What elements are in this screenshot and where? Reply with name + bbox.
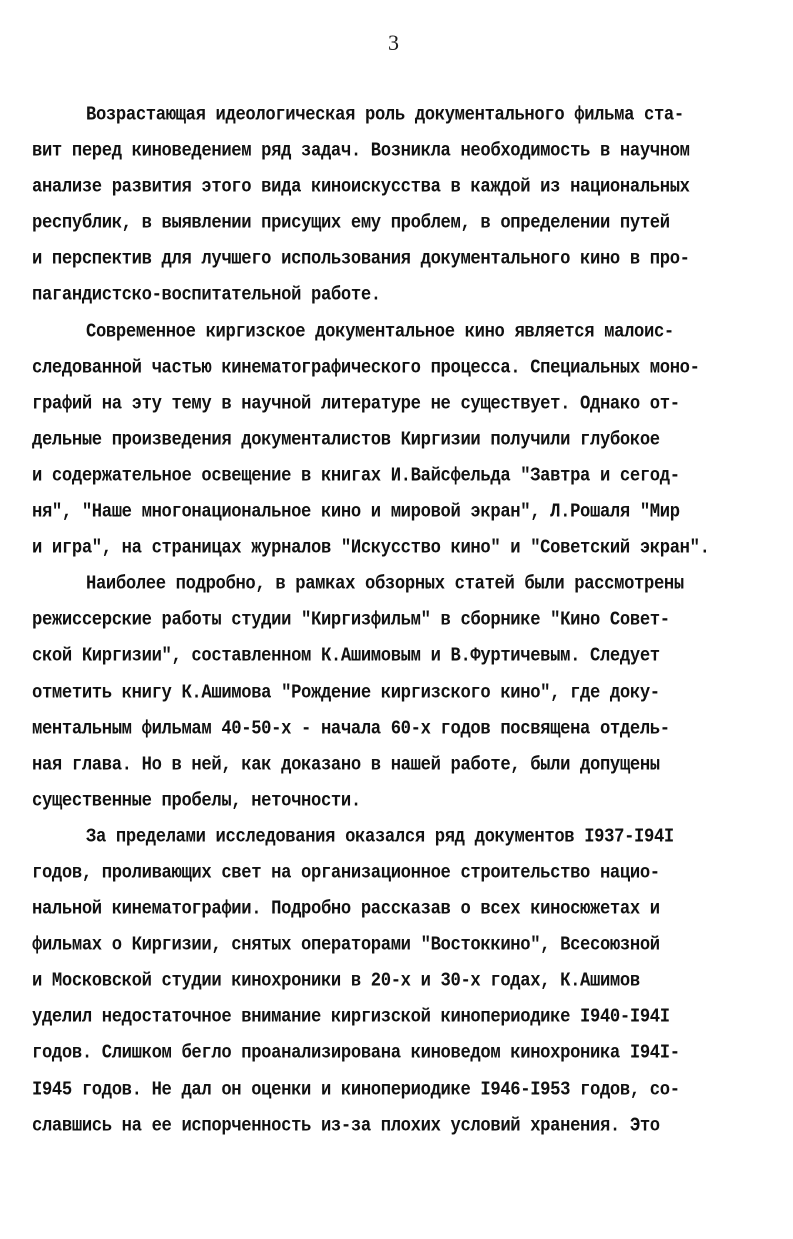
- paragraph-first-line: За пределами исследования оказался ряд документов I937-I94I: [86, 826, 674, 848]
- text-line: и игра", на страницах журналов "Искусство кино" и "Советский экран".: [32, 537, 710, 560]
- text-line: ской Киргизии", составленном К.Ашимовым и В.Фуртичевым. Следует: [32, 646, 660, 668]
- page-number: 3: [388, 30, 399, 55]
- text-line: фильмах о Киргизии, снятых операторами "Востоккино", Всесоюзной: [32, 934, 660, 957]
- text-line: годов, проливающих свет на организационное строительство нацио-: [32, 862, 660, 885]
- text-line: и Московской студии кинохроники в 20-х и 30-х годах, К.Ашимов: [32, 971, 640, 993]
- paragraph-first-line: Возрастающая идеологическая роль документального фильма ста-: [86, 104, 684, 127]
- text-line: следованной частью кинематографического процесса. Специальных моно-: [32, 357, 700, 379]
- text-line: I945 годов. Не дал он оценки и кинопериодике I946-I953 годов, со-: [32, 1079, 680, 1101]
- text-line: уделил недостаточное внимание киргизской кинопериодике I940-I94I: [32, 1007, 670, 1029]
- text-line: республик, в выявлении присущих ему проблем, в определении путей: [32, 213, 670, 235]
- text-line: пагандистско-воспитательной работе.: [32, 285, 381, 307]
- text-line: славшись на ее испорченность из-за плохих условий хранения. Это: [32, 1115, 660, 1137]
- text-line: ня", "Наше многонациональное кино и мировой экран", Л.Рошаля "Мир: [32, 501, 680, 524]
- text-line: режиссерские работы студии "Киргизфильм" в сборнике "Кино Совет-: [32, 610, 670, 632]
- paragraph-first-line: Наиболее подробно, в рамках обзорных статей были рассмотрены: [86, 574, 684, 596]
- text-line: дельные произведения документалистов Киргизии получили глубокое: [32, 429, 660, 451]
- text-line: и содержательное освещение в книгах И.Вайсфельда "Завтра и сегод-: [32, 465, 680, 488]
- text-line: существенные пробелы, неточности.: [32, 790, 361, 812]
- paragraph-first-line: Современное киргизское документальное кино является малоис-: [86, 321, 674, 343]
- text-line: графий на эту тему в научной литературе не существует. Однако от-: [32, 393, 680, 415]
- text-line: ментальным фильмам 40-50-х - начала 60-х годов посвящена отдель-: [32, 718, 670, 740]
- text-line: вит перед киноведением ряд задач. Возникла необходимость в научном: [32, 140, 690, 163]
- text-line: нальной кинематографии. Подробно рассказав о всех киносюжетах и: [32, 898, 660, 921]
- text-line: ная глава. Но в ней, как доказано в нашей работе, были допущены: [32, 754, 660, 776]
- text-line: и перспектив для лучшего использования документального кино в про-: [32, 249, 690, 271]
- text-line: анализе развития этого вида киноискусства в каждой из национальных: [32, 176, 690, 199]
- text-line: годов. Слишком бегло проанализирована киноведом кинохроника I94I-: [32, 1043, 680, 1065]
- document-body: [32, 98, 772, 1145]
- text-line: отметить книгу К.Ашимова "Рождение киргизского кино", где доку-: [32, 682, 660, 704]
